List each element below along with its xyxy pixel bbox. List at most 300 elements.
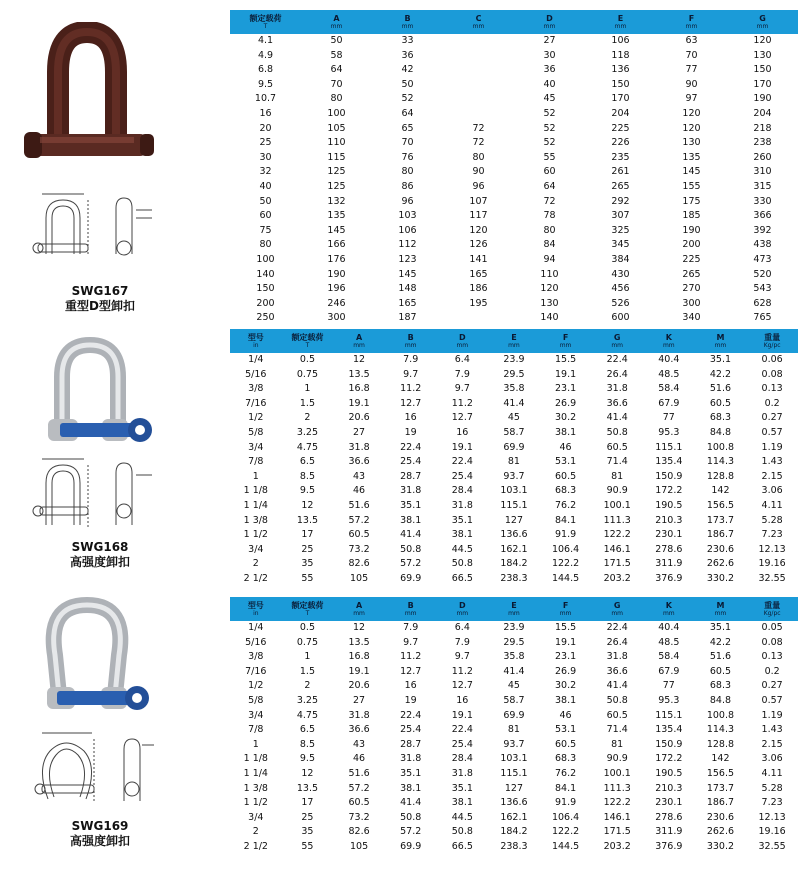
- table-cell: 120: [443, 224, 514, 239]
- table-cell: 60: [514, 165, 585, 180]
- table-row: [230, 195, 798, 210]
- product-model: SWG169: [71, 819, 129, 833]
- table-row: [230, 136, 798, 151]
- table-cell: 84.8: [695, 426, 747, 441]
- table-row: [230, 224, 798, 239]
- column-header-unit: mm: [404, 610, 417, 617]
- table-cell: 19.1: [451, 441, 473, 453]
- column-header: [656, 10, 727, 34]
- table-cell: 23.1: [554, 383, 577, 395]
- table-cell: 3/4: [248, 441, 264, 453]
- table-cell: 71.4: [591, 455, 643, 470]
- table-cell: 22.4: [400, 709, 422, 721]
- table-cell: 25.4: [385, 723, 437, 738]
- column-header-unit: T: [305, 610, 310, 617]
- table-cell: 203.2: [591, 840, 643, 855]
- table-cell: 22.4: [606, 354, 628, 365]
- table-cell: 120: [682, 122, 701, 134]
- table-cell: 5.28: [746, 514, 798, 529]
- column-header-label: D: [458, 333, 466, 342]
- table-cell: 628: [753, 297, 772, 309]
- table-cell: 12: [353, 622, 366, 633]
- table-cell: 2: [304, 680, 311, 692]
- table-cell: 456: [585, 282, 656, 297]
- table-cell: 128.8: [706, 470, 735, 482]
- table-cell: 1.19: [761, 441, 783, 453]
- table-row: [230, 107, 798, 122]
- table-cell: 51.6: [348, 767, 370, 779]
- table-cell: 72: [443, 136, 514, 151]
- table-cell: 8.5: [299, 470, 315, 482]
- table-cell: 81: [611, 470, 624, 482]
- table-cell: 186: [443, 282, 514, 297]
- table-row: [230, 840, 798, 855]
- table-cell: 13.5: [333, 636, 385, 651]
- product-name: 高强度卸扣: [69, 834, 130, 848]
- table-cell: 35.8: [503, 383, 525, 395]
- table-cell: 15.5: [554, 354, 577, 365]
- column-header: [585, 10, 656, 34]
- table-cell: 172.2: [643, 752, 695, 767]
- table-cell: 135.4: [643, 723, 695, 738]
- table-cell: [443, 311, 514, 326]
- table-cell: 64: [543, 180, 556, 192]
- table-cell: 392: [727, 224, 798, 239]
- table-cell: 58.7: [488, 694, 540, 709]
- table-cell: 140: [256, 268, 275, 280]
- table-cell: 12.7: [385, 665, 437, 680]
- product-panel-swg168: [0, 325, 225, 595]
- table-cell: 95.3: [643, 426, 695, 441]
- table-cell: 106.4: [540, 543, 592, 558]
- table-cell: 53.1: [540, 455, 592, 470]
- table-cell: 120: [753, 35, 772, 46]
- table-cell: 90.9: [591, 484, 643, 499]
- table-cell: 186.7: [706, 797, 735, 809]
- column-header-unit: mm: [714, 610, 727, 617]
- table-cell: 36: [543, 64, 556, 76]
- table-row: [230, 165, 798, 180]
- table-cell: 45: [507, 412, 520, 424]
- table-row: [230, 709, 798, 724]
- table-cell: 28.4: [437, 752, 489, 767]
- table-cell: 3.25: [282, 426, 334, 441]
- table-row: [230, 209, 798, 224]
- table-cell: 19.1: [333, 397, 385, 412]
- table-cell: 5/16: [230, 636, 282, 651]
- table-cell: 55: [282, 840, 334, 855]
- table-cell: 12.7: [451, 680, 473, 692]
- table-cell: 22.4: [606, 622, 628, 633]
- table-cell: 16: [404, 680, 417, 692]
- table-cell: 1/2: [248, 680, 264, 692]
- table-cell: 210.3: [643, 782, 695, 797]
- column-header-label: B: [407, 601, 414, 610]
- table-row: [230, 557, 798, 572]
- table-cell: 48.5: [643, 636, 695, 651]
- table-cell: 0.2: [746, 665, 798, 680]
- column-header-unit: mm: [662, 610, 675, 617]
- table-cell: 1: [304, 383, 311, 395]
- table-cell: 123: [372, 253, 443, 268]
- column-header-unit: mm: [472, 23, 485, 30]
- table-row: [230, 767, 798, 782]
- table-row: [230, 426, 798, 441]
- column-header-unit: in: [253, 342, 259, 349]
- table-cell: 80: [472, 151, 485, 163]
- table-cell: 12.7: [451, 412, 473, 424]
- table-cell: 1/4: [248, 622, 264, 633]
- column-header-label: 重量: [764, 333, 781, 342]
- column-header: [282, 597, 334, 621]
- table-cell: 69.9: [503, 709, 525, 721]
- spec-table-swg169: [230, 597, 798, 855]
- table-cell: 9.5: [282, 752, 334, 767]
- table-cell: 292: [585, 195, 656, 210]
- table-cell: 28.7: [400, 738, 422, 750]
- table-cell: 473: [727, 253, 798, 268]
- table-cell: 105: [327, 122, 346, 134]
- table-cell: 38.1: [451, 797, 473, 809]
- table-row: [230, 528, 798, 543]
- table-cell: 330: [727, 195, 798, 210]
- table-cell: 115.1: [500, 499, 528, 511]
- table-cell: 1 1/4: [243, 767, 268, 779]
- column-header: [437, 597, 489, 621]
- table-cell: 16: [404, 412, 417, 424]
- column-header-unit: mm: [330, 23, 343, 30]
- product-model: SWG168: [71, 540, 129, 554]
- table-cell: 69.9: [503, 441, 525, 453]
- table-cell: 100.1: [603, 499, 631, 511]
- table-cell: 41.4: [606, 412, 628, 424]
- table-cell: 165: [469, 268, 488, 280]
- table-cell: 126: [469, 239, 488, 251]
- table-cell: 9.7: [454, 383, 470, 395]
- table-cell: 2.15: [761, 738, 783, 750]
- table-cell: 40.4: [658, 354, 680, 365]
- column-header: [643, 329, 695, 353]
- table-cell: 35.8: [503, 651, 525, 663]
- table-cell: 218: [753, 122, 772, 134]
- table-cell: 7.9: [403, 354, 419, 365]
- table-cell: 9.5: [230, 78, 301, 93]
- table-cell: 26.4: [591, 636, 643, 651]
- table-cell: 43: [353, 470, 366, 482]
- table-cell: 94: [514, 253, 585, 268]
- table-cell: 72: [514, 195, 585, 210]
- table-row: [230, 499, 798, 514]
- table-cell: 204: [585, 107, 656, 122]
- table-cell: 26.9: [540, 397, 592, 412]
- column-header: [385, 597, 437, 621]
- table-cell: 238: [727, 136, 798, 151]
- table-cell: 136.6: [500, 797, 528, 809]
- table-cell: 36.6: [333, 723, 385, 738]
- table-cell: 41.4: [488, 397, 540, 412]
- table-cell: 122.2: [551, 558, 580, 570]
- table-cell: 60.5: [695, 665, 747, 680]
- table-cell: 19.16: [758, 558, 786, 570]
- column-header-label: A: [355, 601, 363, 610]
- column-header-unit: mm: [685, 23, 698, 30]
- table-cell: 117: [469, 210, 488, 222]
- table-cell: 148: [372, 282, 443, 297]
- column-header: [514, 10, 585, 34]
- table-cell: 27: [333, 426, 385, 441]
- column-header-unit: mm: [456, 610, 469, 617]
- table-cell: 48.5: [643, 368, 695, 383]
- column-header-unit: mm: [611, 610, 624, 617]
- table-cell: 46: [333, 484, 385, 499]
- table-cell: 35.1: [437, 514, 489, 529]
- shackle-dimension-sketch: [28, 190, 158, 268]
- table-cell: 250: [230, 311, 301, 326]
- header-row: [230, 597, 798, 621]
- column-header: [746, 329, 798, 353]
- table-cell: [443, 92, 514, 107]
- table-cell: 110: [301, 136, 372, 151]
- table-cell: [443, 107, 514, 122]
- table-cell: 29.5: [488, 368, 540, 383]
- table-cell: 19.1: [540, 368, 592, 383]
- table-cell: 125: [301, 165, 372, 180]
- table-row: [230, 253, 798, 268]
- table-cell: 520: [753, 268, 772, 280]
- table-cell: 0.13: [761, 651, 783, 663]
- table-cell: 150: [753, 64, 772, 76]
- table-cell: 26.9: [540, 665, 592, 680]
- table-cell: 23.1: [554, 651, 577, 663]
- table-cell: 16: [437, 694, 489, 709]
- table-cell: 58: [301, 49, 372, 64]
- table-cell: 55: [282, 572, 334, 587]
- table-cell: 262.6: [706, 826, 735, 838]
- table-cell: 76.2: [554, 499, 577, 511]
- table-row: [230, 665, 798, 680]
- table-cell: 430: [611, 268, 630, 280]
- table-cell: 135: [327, 210, 346, 222]
- table-cell: 25: [282, 811, 334, 826]
- table-cell: 265: [682, 268, 701, 280]
- column-header-label: E: [617, 14, 624, 23]
- table-cell: 12: [353, 354, 366, 365]
- table-cell: 76: [401, 151, 414, 163]
- table-cell: 1/4: [248, 354, 264, 365]
- table-cell: 225: [656, 253, 727, 268]
- column-header-unit: Kg/pc: [763, 610, 781, 617]
- table-cell: 31.8: [606, 651, 628, 663]
- table-cell: 170: [727, 78, 798, 93]
- table-cell: 29.5: [488, 636, 540, 651]
- table-row: [230, 368, 798, 383]
- table-cell: 173.7: [695, 514, 747, 529]
- table-cell: 12.13: [746, 811, 798, 826]
- table-row: [230, 34, 798, 49]
- table-cell: 9.7: [454, 651, 470, 663]
- column-header-label: G: [613, 333, 621, 342]
- column-header-label: K: [665, 333, 672, 342]
- table-cell: 122.2: [603, 529, 631, 541]
- table-cell: 127: [488, 514, 540, 529]
- table-cell: 69.9: [385, 840, 437, 855]
- table-cell: 40.4: [658, 622, 680, 633]
- table-cell: 187: [372, 311, 443, 326]
- column-header-unit: mm: [714, 342, 727, 349]
- table-cell: 25.4: [385, 455, 437, 470]
- table-cell: 22.4: [437, 723, 489, 738]
- table-cell: 146.1: [591, 543, 643, 558]
- table-cell: 1 1/4: [243, 499, 268, 511]
- column-header: [591, 329, 643, 353]
- table-cell: 156.5: [706, 499, 735, 511]
- table-cell: 38.1: [451, 529, 473, 541]
- high-strength-shackle-photo: [30, 337, 160, 457]
- table-cell: 4.11: [761, 499, 783, 511]
- table-cell: 2: [252, 826, 259, 838]
- table-cell: 2 1/2: [230, 840, 282, 855]
- table-cell: 120: [514, 282, 585, 297]
- table-cell: 19.1: [451, 709, 473, 721]
- table-cell: 72: [472, 122, 485, 134]
- table-cell: 1 3/8: [230, 514, 282, 529]
- table-cell: 366: [753, 210, 772, 222]
- table-cell: 22.4: [400, 441, 422, 453]
- table-cell: 100: [230, 253, 301, 268]
- table-row: [230, 353, 798, 368]
- table-cell: 0.2: [746, 397, 798, 412]
- table-cell: 36: [372, 49, 443, 64]
- column-header: [333, 329, 385, 353]
- product-name: 重型D型卸扣: [65, 299, 135, 313]
- table-cell: 190: [656, 224, 727, 239]
- table-cell: 162.1: [488, 543, 540, 558]
- table-cell: 23.9: [503, 354, 525, 365]
- column-header: [443, 10, 514, 34]
- table-cell: 28.4: [437, 484, 489, 499]
- table-row: [230, 455, 798, 470]
- table-cell: 6.5: [282, 455, 334, 470]
- table-cell: 196: [301, 282, 372, 297]
- table-cell: [443, 63, 514, 78]
- table-cell: 145: [398, 268, 417, 280]
- table-cell: 67.9: [643, 397, 695, 412]
- table-cell: 226: [585, 136, 656, 151]
- table-cell: 103.1: [488, 484, 540, 499]
- table-cell: 3.06: [746, 752, 798, 767]
- table-cell: [443, 49, 514, 64]
- table-cell: 103: [398, 210, 417, 222]
- table-cell: 50.8: [591, 426, 643, 441]
- table-cell: 175: [656, 195, 727, 210]
- table-cell: 95.3: [643, 694, 695, 709]
- table-cell: 58.7: [488, 426, 540, 441]
- table-cell: 97: [685, 93, 698, 105]
- table-cell: 200: [256, 297, 275, 309]
- table-row: [230, 78, 798, 93]
- table-cell: 13.5: [282, 782, 334, 797]
- table-cell: 111.3: [591, 514, 643, 529]
- table-cell: 91.9: [554, 529, 577, 541]
- table-cell: 106: [611, 35, 630, 46]
- table-cell: 38.1: [540, 426, 592, 441]
- table-cell: 30.2: [554, 680, 577, 692]
- table-cell: 13.5: [333, 368, 385, 383]
- table-cell: 5/8: [230, 426, 282, 441]
- table-cell: 144.5: [540, 572, 592, 587]
- column-header-unit: T: [305, 342, 310, 349]
- table-cell: 86: [401, 180, 414, 192]
- table-cell: 41.4: [488, 665, 540, 680]
- table-cell: 31.8: [451, 499, 473, 511]
- table-cell: 136.6: [500, 529, 528, 541]
- table-cell: 141: [443, 253, 514, 268]
- table-row: [230, 572, 798, 587]
- table-cell: 25: [230, 136, 301, 151]
- column-header-unit: mm: [353, 342, 365, 349]
- column-header-unit: Kg/pc: [763, 342, 781, 349]
- heavy-d-shackle-photo: [20, 22, 155, 180]
- table-cell: 77: [685, 64, 698, 76]
- table-cell: 23.9: [503, 622, 525, 633]
- table-cell: 210.3: [643, 514, 695, 529]
- table-cell: 265: [611, 180, 630, 192]
- table-cell: 100.8: [706, 709, 735, 721]
- column-header: [301, 10, 372, 34]
- table-cell: 0.08: [746, 636, 798, 651]
- table-row: [230, 825, 798, 840]
- table-cell: 96: [472, 180, 485, 192]
- product-name: 高强度卸扣: [69, 555, 130, 569]
- table-cell: 150: [585, 78, 656, 93]
- table-cell: 93.7: [503, 738, 525, 750]
- column-header-label: E: [511, 333, 517, 342]
- table-cell: 84.1: [540, 514, 592, 529]
- table-cell: 68.3: [709, 680, 732, 692]
- table-cell: 60.5: [695, 397, 747, 412]
- table-row: [230, 621, 798, 636]
- column-header-label: 额定载荷: [249, 14, 282, 23]
- column-header: [437, 329, 489, 353]
- table-row: [230, 470, 798, 485]
- table-cell: 6.4: [454, 622, 470, 633]
- table-cell: 19.1: [540, 636, 592, 651]
- table-cell: 106.4: [540, 811, 592, 826]
- table-cell: 225: [611, 122, 630, 134]
- table-cell: 16.8: [348, 383, 370, 395]
- table-cell: 35.1: [437, 782, 489, 797]
- table-cell: 63: [685, 35, 698, 46]
- table-cell: 0.05: [761, 622, 783, 633]
- table-cell: 12: [301, 499, 314, 511]
- column-header: [488, 329, 540, 353]
- table-cell: 51.6: [709, 651, 732, 663]
- table-cell: 78: [543, 210, 556, 222]
- table-cell: 93.7: [503, 470, 525, 482]
- table-cell: 278.6: [643, 543, 695, 558]
- table-cell: 22.4: [437, 455, 489, 470]
- table-cell: 130: [540, 297, 559, 309]
- product-panel-swg169: [0, 595, 225, 870]
- table-cell: 60: [259, 210, 272, 222]
- table-cell: 1.19: [761, 709, 783, 721]
- table-cell: 111.3: [591, 782, 643, 797]
- table-cell: 184.2: [500, 558, 528, 570]
- table-cell: 300: [301, 311, 372, 326]
- table-cell: 32.55: [746, 572, 798, 587]
- table-cell: 7.9: [437, 368, 489, 383]
- table-cell: 57.2: [400, 558, 422, 570]
